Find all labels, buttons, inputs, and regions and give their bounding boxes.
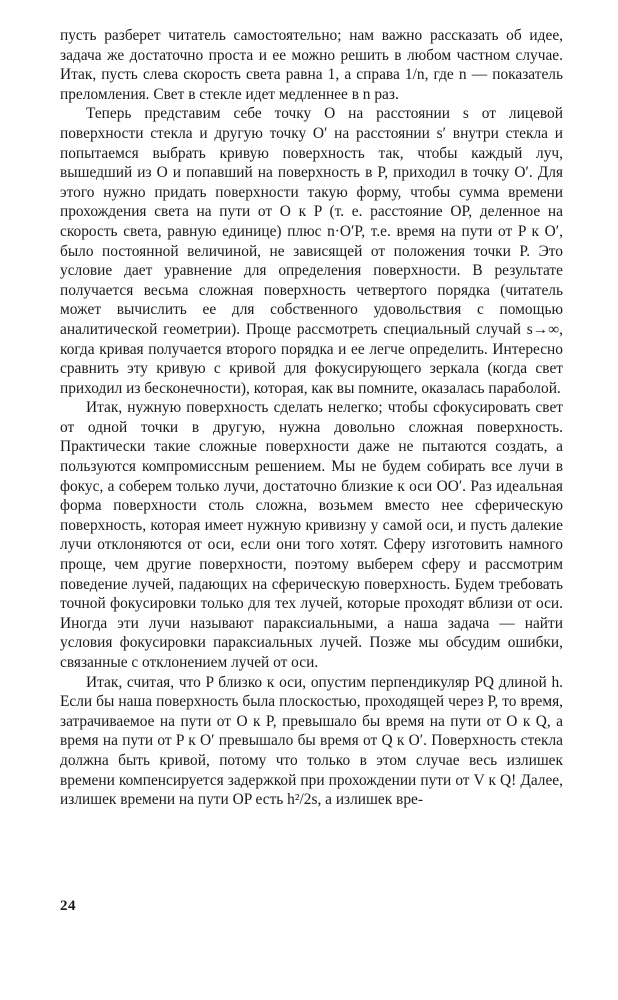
paragraph-4: Итак, считая, что P близко к оси, опустим перпендикуляр PQ длиной h. Если бы наша поверхность была плоскостью, проходящей через P, то время, затрачиваемое на пути от O к P, превышало бы время на пути от O к Q, а время на пути от P к O′ превышало бы время от Q к O′. Поверхность стекла должна быть кривой, потому что только в этом случае весь излишек времени компенсируется задержкой при прохождении пути от V к Q! Далее, излишек времени на пути OP есть h²/2s, а излишек вре- [60,673,563,809]
paragraph-2: Теперь представим себе точку O на расстоянии s от лицевой поверхности стекла и другую точку O′ на расстоянии s′ внутри стекла и попытаемся выбрать кривую поверхность так, чтобы каждый луч, вышедший из O и попавший на поверхность в P, приходил в точку O′. Для этого нужно придать поверхности такую форму, чтобы сумма времени прохождения света на пути от O к P (т. е. расстояние OP, деленное на скорость света, равную единице) плюс n·O′P, т.е. время на пути от P к O′, было постоянной величиной, не зависящей от положения точки P. Это условие дает уравнение для определения поверхности. В результате получается весьма сложная поверхность четвертого порядка (читатель может вычислить ее для собственного удовольствия с помощью аналитической геометрии). Проще рассмотреть специальный случай s→∞, когда кривая получается второго порядка и ее легче определить. Интересно сравнить эту кривую с кривой для фокусирующего зеркала (когда свет приходил из бесконечности), которая, как вы помните, оказалась параболой. [60,105,563,397]
body-text [60,26,563,810]
paragraph-3: Итак, нужную поверхность сделать нелегко; чтобы сфокусировать свет от одной точки в другую, нужна довольно сложная поверхность. Практически такие сложные поверхности даже не пытаются создать, а пользуются компромиссным решением. Мы не будем собирать все лучи в фокус, а соберем только лучи, достаточно близкие к оси OO′. Раз идеальная форма поверхности столь сложна, возьмем вместо нее сферическую поверхность, которая имеет нужную кривизну у самой оси, и пусть далекие лучи отклоняются от оси, если они того хотят. Сферу изготовить намного проще, чем другие поверхности, поэтому выберем сферу и рассмотрим поведение лучей, падающих на сферическую поверхность. Будем требовать точной фокусировки только для тех лучей, которые проходят вблизи от оси. Иногда эти лучи называют параксиальными, а наша задача — найти условия фокусировки параксиальных лучей. Позже мы обсудим ошибки, связанные с отклонением лучей от оси. [60,399,563,671]
book-page [60,26,563,810]
page-number: 24 [60,898,76,914]
paragraph-1: пусть разберет читатель самостоятельно; нам важно рассказать об идее, задача же достаточно проста и ее можно решить в любом частном случае. Итак, пусть слева скорость света равна 1, а справа 1/n, где n — показатель преломления. Свет в стекле идет медленнее в n раз. [60,27,563,103]
